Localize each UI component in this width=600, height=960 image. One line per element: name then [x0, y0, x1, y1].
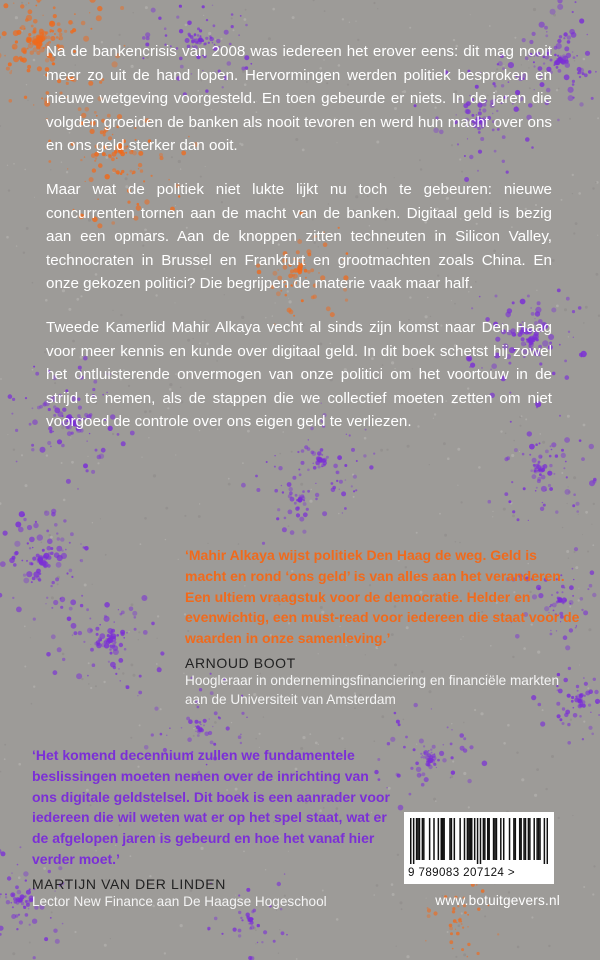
barcode-bar: [459, 818, 461, 860]
barcode-bar: [520, 818, 522, 860]
barcode-bar: [433, 818, 435, 860]
barcode-bar: [422, 818, 424, 860]
barcode-bar: [464, 818, 466, 860]
barcode-bar: [523, 818, 525, 860]
barcode-bar: [416, 818, 418, 860]
barcode-bar: [441, 818, 443, 860]
barcode-bar: [496, 818, 498, 860]
isbn-number: 9 789083 207124 >: [408, 866, 516, 879]
barcode-bar: [449, 818, 451, 860]
endorsement-quote: ‘Mahir Alkaya wijst politiek Den Haag de weg. Geld is macht en rond ‘ons geld’ is van alles aan het veranderen. Een ultiem vraagstuk voor de democratie. Helder en evenwichtig, een must-read voor iedereen die staat voor de waarden in onze samenleving.’: [185, 547, 580, 647]
barcode-bar: [525, 818, 527, 860]
endorsement-author-role: Lector New Finance aan De Haagse Hogeschool: [32, 893, 327, 909]
publisher-website: www.botuitgevers.nl: [435, 893, 560, 908]
barcode-bar: [544, 818, 546, 864]
barcode-bars: [410, 818, 548, 864]
barcode-bar: [468, 818, 470, 860]
barcode-bar: [538, 818, 540, 860]
barcode-bar: [470, 818, 472, 860]
barcode-bar: [528, 818, 530, 860]
barcode-bar: [438, 818, 440, 860]
blurb-paragraph-1: Na de bankencrisis van 2008 was iedereen het erover eens: dit mag nooit meer zo uit de hand lopen. Hervormingen werden politiek besproken en nieuwe wetgeving voorgesteld. En toen gebeurde er niets. In de jaren die volgden groeiden de banken als nooit tevoren en werd hun macht over ons en ons geld sterker dan ooit.: [46, 43, 552, 155]
barcode-bar: [442, 818, 444, 860]
barcode-bar: [529, 818, 531, 860]
blurb-text: [46, 40, 552, 454]
barcode-bar: [454, 818, 456, 860]
barcode-bar: [488, 818, 490, 860]
barcode-bar: [413, 818, 415, 864]
endorsement-author: ARNOUD BOOT: [185, 654, 296, 671]
barcode-bar: [500, 818, 502, 860]
endorsement-van-der-linden: [32, 745, 392, 911]
endorsement-boot: [185, 545, 580, 709]
barcode-bar: [533, 818, 535, 860]
barcode-bar: [417, 818, 419, 860]
endorsement-quote: ‘Het komend decennium zullen we fundamentele beslissingen moeten nemen over de inrichting van ons digitale geldstelsel. Dit boek is een aanrader voor iedereen die wil weten wat er op het spel staat, wat er de afgelopen jaren is gebeurd en hoe het vanaf hier verder moet.’: [32, 747, 390, 867]
barcode-bar: [429, 818, 431, 860]
barcode-bar: [477, 818, 479, 864]
barcode-bar: [539, 818, 541, 860]
isbn-barcode: [404, 812, 554, 884]
barcode-bar: [410, 818, 412, 864]
barcode-bar: [451, 818, 453, 860]
barcode-bar: [536, 818, 538, 860]
barcode-bar: [509, 818, 511, 860]
endorsement-author: MARTIJN VAN DER LINDEN: [32, 875, 226, 892]
barcode-bar: [503, 818, 505, 860]
barcode-bar: [467, 818, 469, 860]
barcode-bar: [519, 818, 521, 860]
barcode-bar: [494, 818, 496, 860]
barcode-bar: [423, 818, 425, 860]
barcode-bar: [480, 818, 482, 864]
barcode-bar: [493, 818, 495, 860]
blurb-paragraph-2: Maar wat de politiek niet lukte lijkt nu toch te gebeuren: nieuwe concurrenten tornen aan de macht van de banken. Digitaal geld is bezig aan een opmars. Aan de knoppen zitten techneuten in Silicon Valley, technocraten in Brussel en Frankfurt en grootmachten zoals China. En onze gekozen politici? Die begrijpen de materie vaak maar half.: [46, 180, 552, 293]
barcode-bar: [483, 818, 485, 860]
barcode-bar: [487, 818, 489, 860]
barcode-bar: [513, 818, 515, 860]
barcode-bar: [471, 818, 473, 860]
barcode-bar: [484, 818, 486, 860]
barcode-bar: [443, 818, 445, 860]
barcode-bar: [419, 818, 421, 860]
barcode-bar: [474, 818, 476, 860]
endorsement-author-role: Hoogleraar in ondernemingsfinanciering en financiële markten aan de Universiteit van Amsterdam: [185, 672, 560, 707]
barcode-bar: [515, 818, 517, 860]
barcode-bar: [547, 818, 548, 864]
blurb-paragraph-3: Tweede Kamerlid Mahir Alkaya vecht al sinds zijn komst naar Den Haag voor meer kennis en kunde over digitaal geld. In dit boek schetst hij zowel het ontluisterende onvermogen van onze politici om het voortouw in de strijd te nemen, als de stappen die we collectief moeten zetten om niet voorgoed de controle over ons eigen geld te verliezen.: [46, 318, 552, 431]
